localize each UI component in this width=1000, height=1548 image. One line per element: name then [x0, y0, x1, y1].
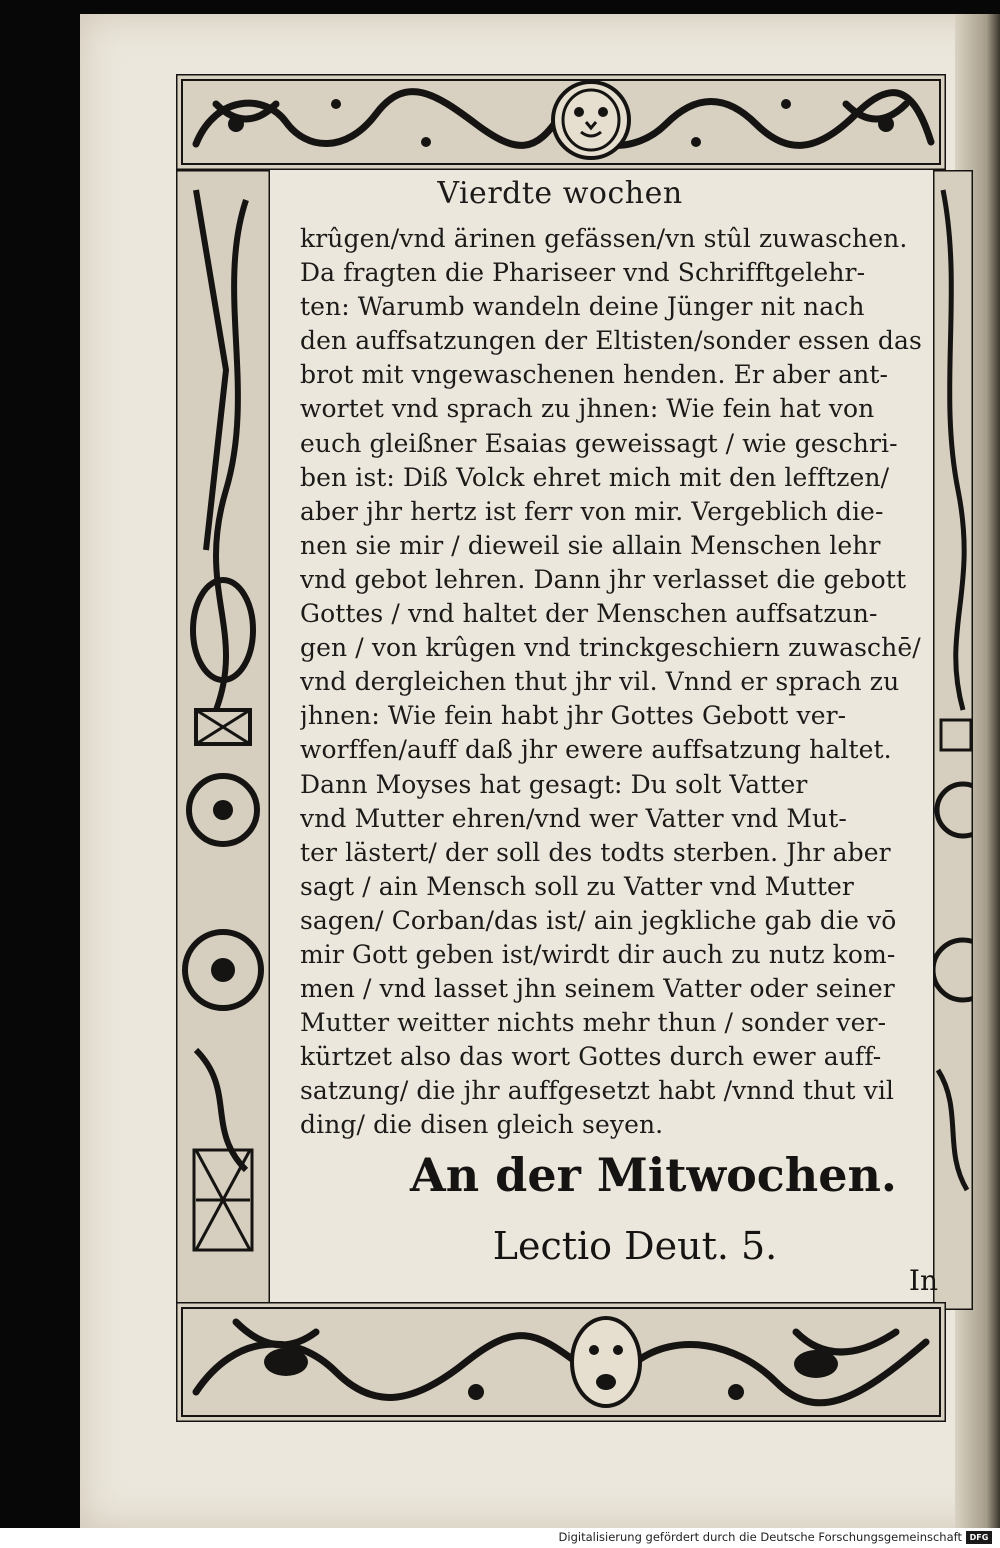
- lectio-reference: Lectio Deut. 5.: [492, 1224, 778, 1268]
- text-line: nen sie mir / dieweil sie allain Menschen lehr: [300, 530, 881, 560]
- text-line: kürtzet also das wort Gottes durch ewer auff-: [300, 1042, 882, 1072]
- text-line: ter lästert/ der soll des todts sterben. Jhr aber: [300, 837, 891, 867]
- text-line: sagt / ain Mensch soll zu Vatter vnd Mutter: [300, 871, 854, 901]
- text-line: vnd dergleichen thut jhr vil. Vnnd er sprach zu: [300, 667, 900, 697]
- text-line: jhnen: Wie fein habt jhr Gottes Gebott ver-: [300, 701, 847, 731]
- text-line: vnd gebot lehren. Dann jhr verlasset die gebott: [300, 564, 907, 594]
- text-line: satzung/ die jhr auffgesetzt habt /vnnd thut vil: [300, 1076, 895, 1106]
- text-line: Da fragten die Phariseer vnd Schrifftgelehr-: [300, 258, 866, 288]
- woodcut-lion-mask-border-icon: [176, 74, 946, 170]
- footer-bar: [0, 1528, 1000, 1548]
- woodcut-figures-mask-border-icon: [176, 1302, 946, 1422]
- lion-mask-icon: [553, 82, 629, 158]
- text-line: Dann Moyses hat gesagt: Du solt Vatter: [300, 769, 808, 799]
- grotesque-mask-icon: [572, 1318, 640, 1406]
- text-line: mir Gott geben ist/wirdt dir auch zu nutz kom-: [300, 939, 896, 969]
- woodcut-ornamental-column-icon: [176, 170, 270, 1310]
- text-line: gen / von krûgen vnd trinckgeschiern zuwaschē/: [300, 633, 921, 663]
- text-line: ding/ die disen gleich seyen.: [300, 1110, 664, 1140]
- dfg-logo: DFG: [966, 1531, 992, 1544]
- running-head: Vierdte wochen: [437, 176, 683, 211]
- text-line: Gottes / vnd haltet der Menschen auffsatzun-: [300, 599, 878, 629]
- catchword: In: [908, 1264, 938, 1297]
- funding-credit: Digitalisierung gefördert durch die Deutsche Forschungsgemeinschaft: [558, 1530, 962, 1544]
- text-line: euch gleißner Esaias geweissagt / wie geschri-: [300, 428, 898, 458]
- text-line: krûgen/vnd ärinen gefässen/vn stûl zuwaschen.: [300, 224, 908, 253]
- text-line: brot mit vngewaschenen henden. Er aber ant-: [300, 360, 889, 390]
- text-line: aber jhr hertz ist ferr von mir. Vergeblich die-: [300, 496, 884, 526]
- text-line: sagen/ Corban/das ist/ ain jegkliche gab die vō: [300, 905, 897, 935]
- text-line: Mutter weitter nichts mehr thun / sonder ver-: [300, 1008, 887, 1038]
- text-line: ten: Warumb wandeln deine Jünger nit nach: [300, 292, 865, 322]
- section-heading: An der Mitwochen.: [410, 1148, 897, 1202]
- woodcut-ornamental-column-icon: [933, 170, 973, 1310]
- text-line: wortet vnd sprach zu jhnen: Wie fein hat von: [300, 394, 875, 424]
- text-line: men / vnd lasset jhn seinem Vatter oder seiner: [300, 974, 895, 1004]
- body-text: [300, 222, 930, 1143]
- text-line: den auffsatzungen der Eltisten/sonder essen das: [300, 326, 922, 356]
- text-line: ben ist: Diß Volck ehret mich mit den lefftzen/: [300, 462, 890, 492]
- text-line: worffen/auff daß jhr ewere auffsatzung haltet.: [300, 735, 892, 765]
- text-line: vnd Mutter ehren/vnd wer Vatter vnd Mut-: [300, 803, 847, 833]
